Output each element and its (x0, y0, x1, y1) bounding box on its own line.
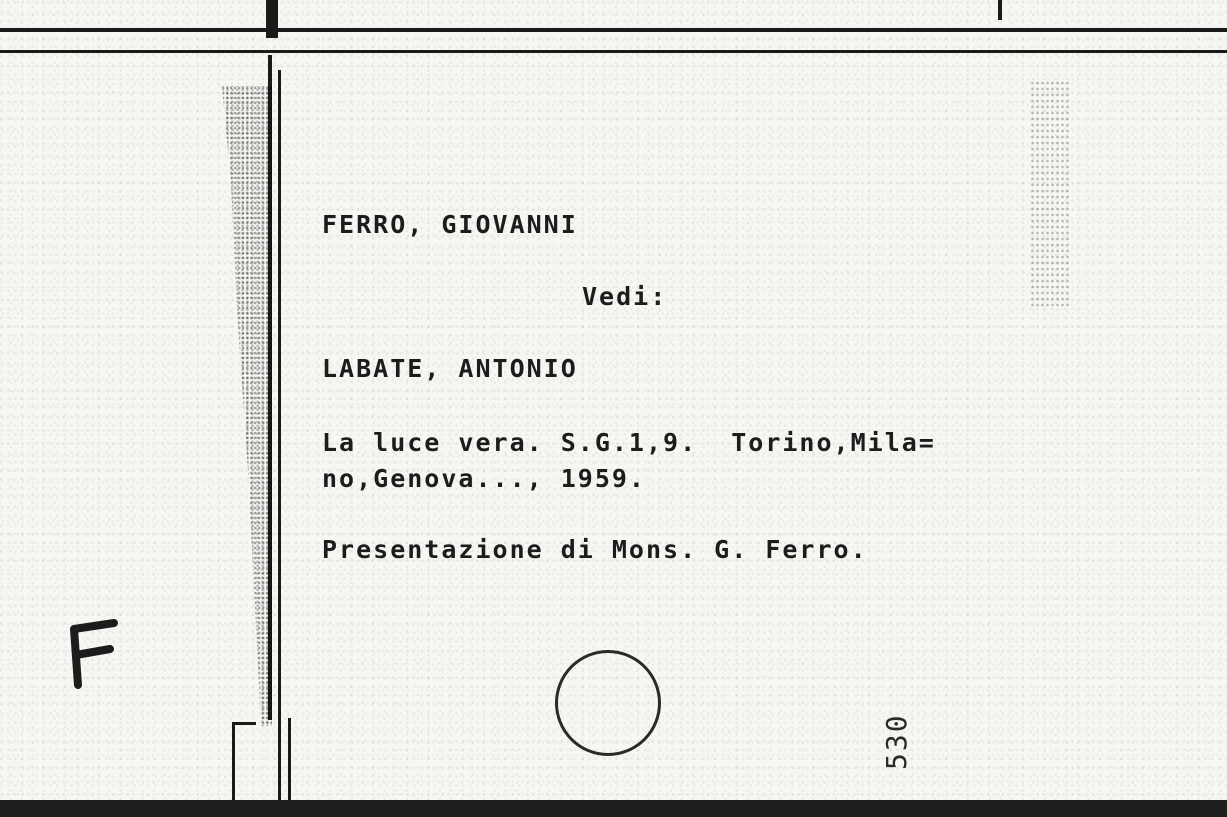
bottom-bracket-left (232, 722, 256, 725)
index-letter-mark (70, 615, 120, 690)
top-left-marker (266, 0, 278, 38)
note-line: Presentazione di Mons. G. Ferro. (322, 535, 868, 564)
heading-name: FERRO, GIOVANNI (322, 210, 578, 239)
top-right-marker (998, 0, 1002, 20)
see-reference-label: Vedi: (582, 282, 668, 311)
citation-line-1: La luce vera. S.G.1,9. Torino,Mila= (322, 428, 936, 457)
top-frame-line-2 (0, 50, 1227, 53)
citation-line-2: no,Genova..., 1959. (322, 464, 646, 493)
bottom-bracket-vert (232, 722, 235, 802)
letter-f-icon (70, 615, 120, 690)
card-edge-texture (222, 86, 272, 726)
right-edge-texture (1030, 80, 1070, 310)
punch-hole-circle (555, 650, 661, 756)
top-frame-line (0, 28, 1227, 32)
bottom-bracket-right (288, 718, 291, 802)
card-number: 530 (880, 713, 913, 770)
bottom-film-band (0, 800, 1227, 817)
author-name: LABATE, ANTONIO (322, 354, 578, 383)
card-left-border-inner (278, 70, 281, 805)
